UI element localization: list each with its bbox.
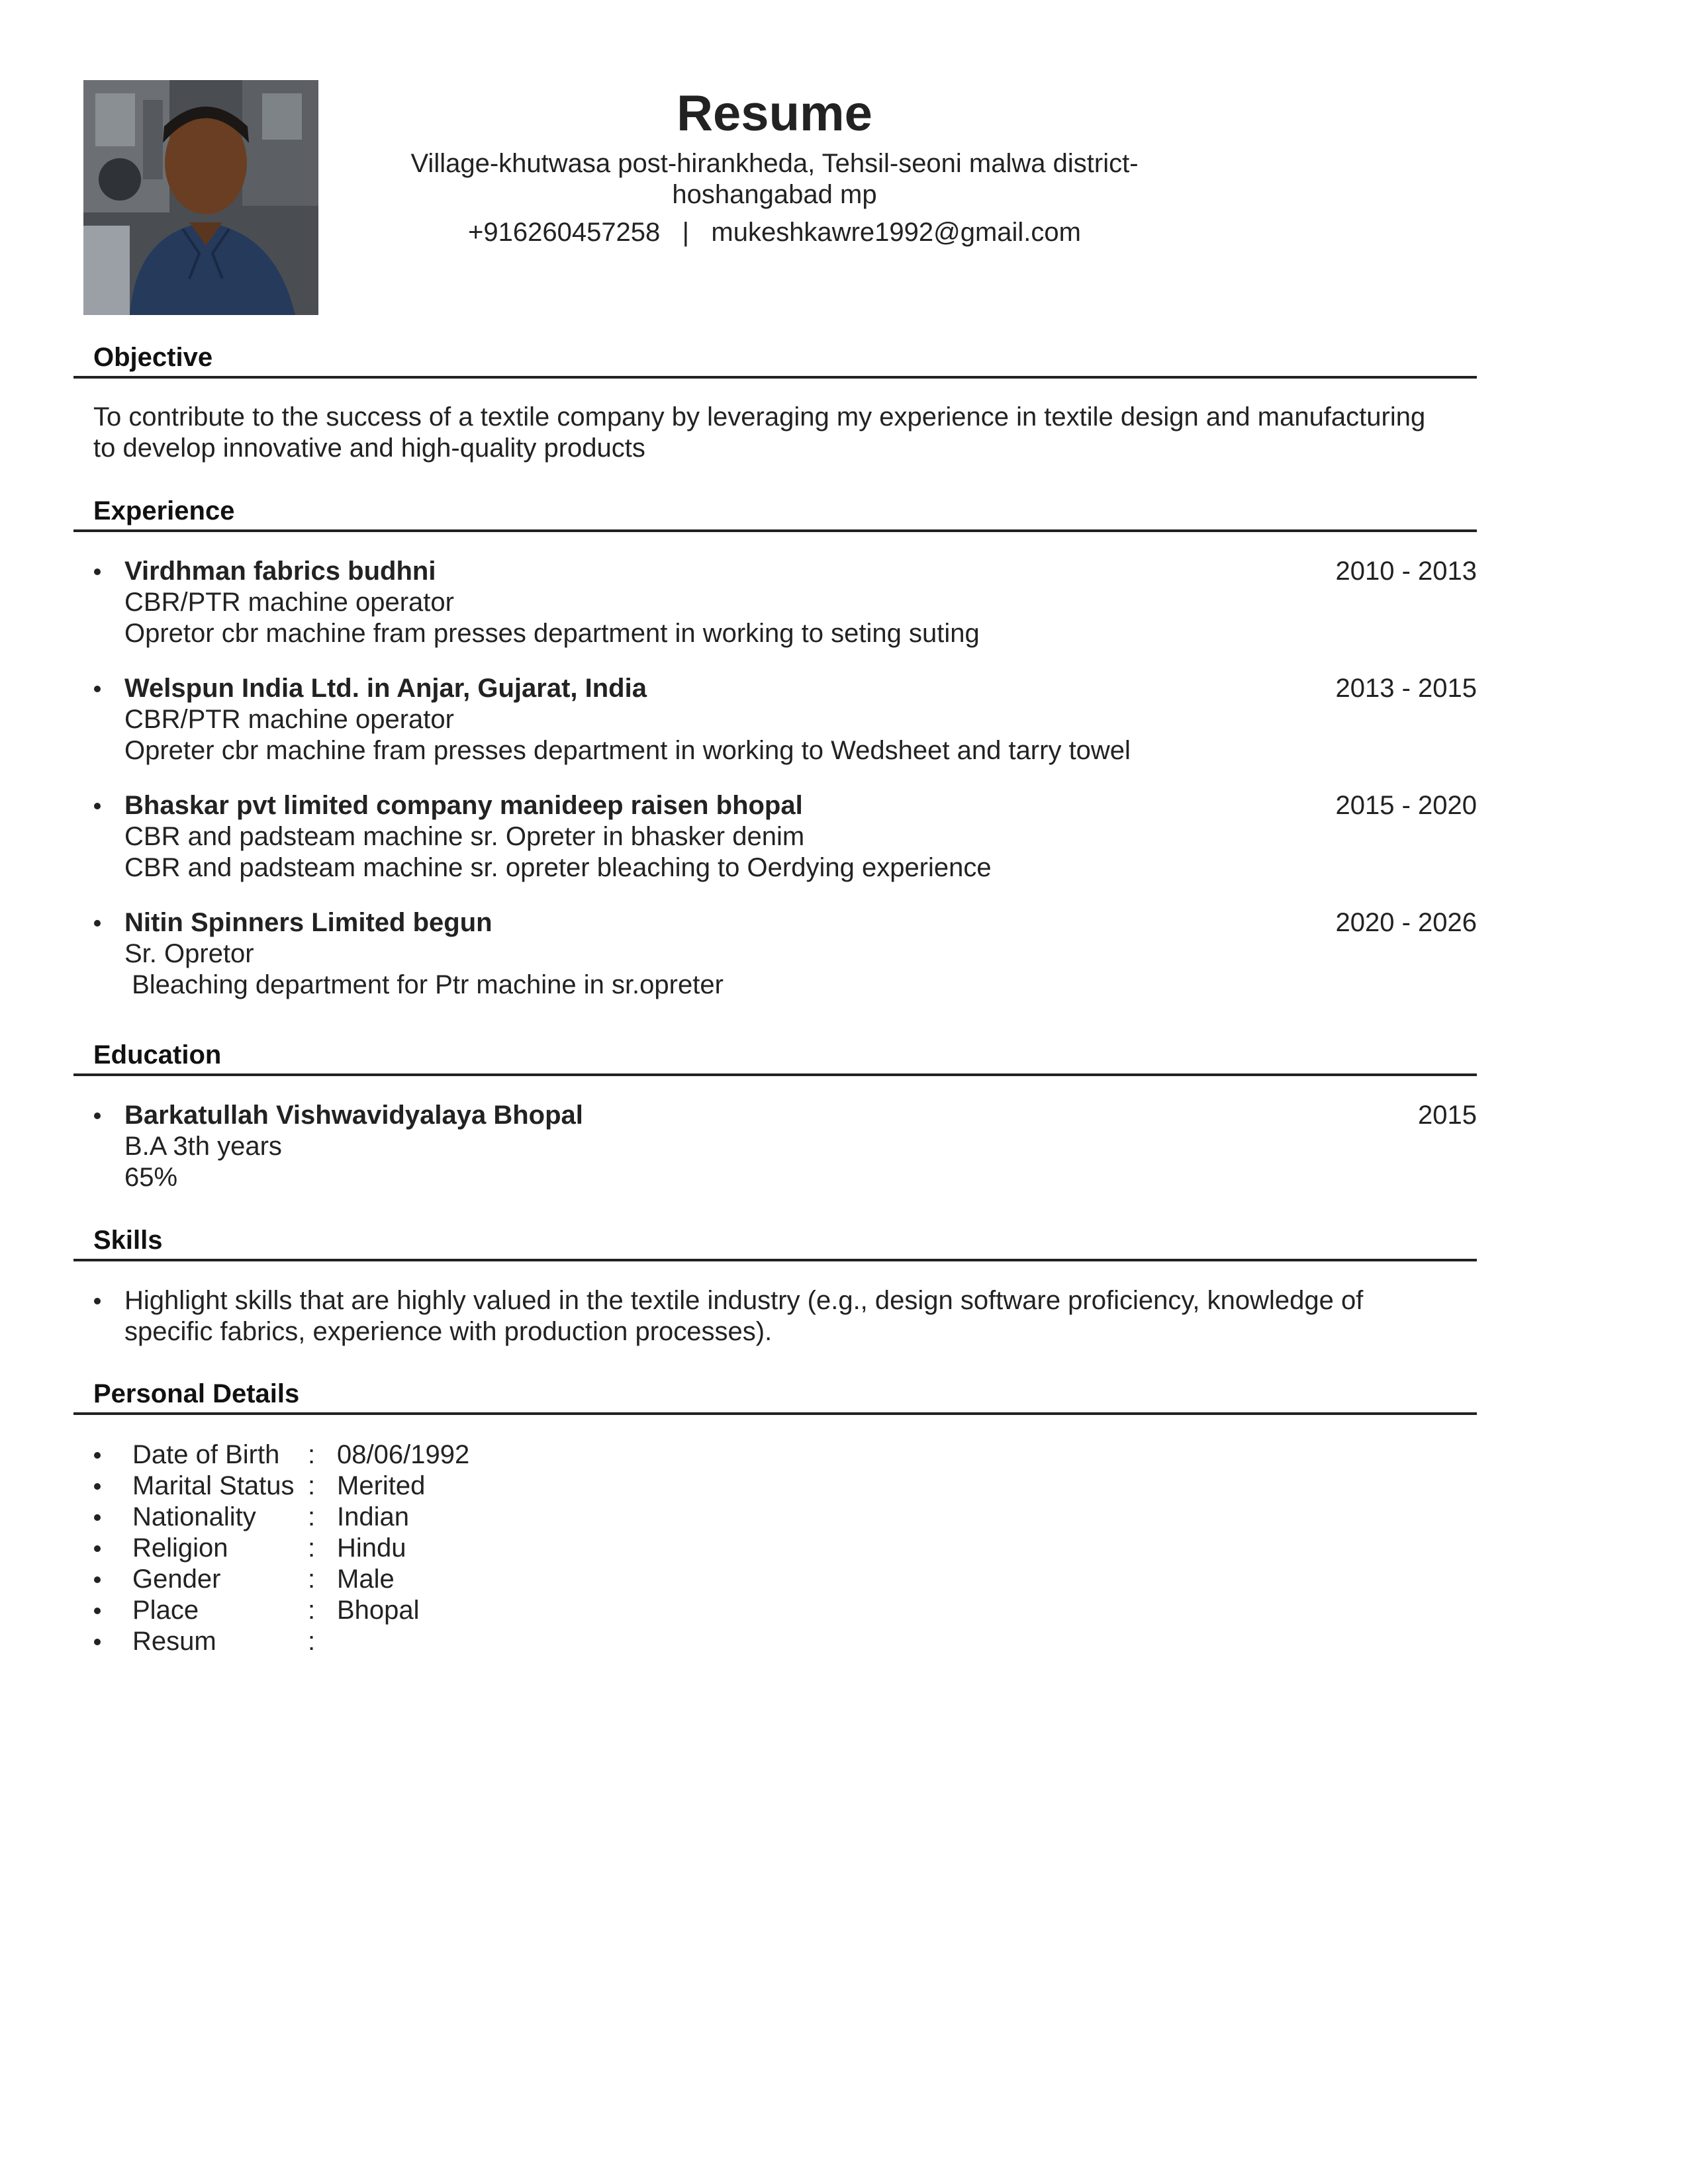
experience-item (73, 790, 1477, 884)
detail-colon: : (308, 1627, 316, 1656)
personal-details-list (73, 1439, 1477, 1657)
experience-heading: Experience (73, 494, 1477, 532)
skills-heading: Skills (73, 1223, 1477, 1261)
detail-value: Merited (337, 1471, 426, 1500)
objective-text: To contribute to the success of a textile company by leveraging my experience in textile design and manufacturing to develop innovative and high-quality products (93, 402, 1426, 463)
detail-value: Bhopal (337, 1596, 420, 1625)
email-address: mukeshkawre1992@gmail.com (711, 218, 1081, 247)
education-section (73, 1038, 1477, 1217)
detail-label: Marital Status (132, 1471, 295, 1500)
profile-photo-image (83, 80, 318, 315)
detail-row-gender (73, 1564, 1477, 1595)
education-heading: Education (73, 1038, 1477, 1076)
detail-value: Hindu (337, 1533, 406, 1563)
experience-description: CBR and padsteam machine sr. opreter bleaching to Oerdying experience (124, 853, 992, 882)
experience-item (73, 907, 1477, 1001)
education-institution: Barkatullah Vishwavidyalaya Bhopal (124, 1101, 583, 1130)
detail-value: Male (337, 1565, 395, 1594)
experience-role: CBR/PTR machine operator (124, 588, 454, 617)
education-list (73, 1100, 1477, 1193)
detail-colon: : (308, 1440, 316, 1469)
detail-label: Date of Birth (132, 1440, 280, 1469)
experience-description: Opreter cbr machine fram presses department in working to Wedsheet and tarry towel (124, 736, 1131, 765)
detail-row-resum (73, 1626, 1477, 1657)
personal-details-heading: Personal Details (73, 1377, 1477, 1415)
education-degree: B.A 3th years (124, 1132, 282, 1161)
detail-label: Gender (132, 1565, 221, 1594)
detail-value: Indian (337, 1502, 409, 1531)
profile-photo (83, 80, 318, 315)
skills-section (73, 1223, 1477, 1371)
detail-row-religion (73, 1533, 1477, 1564)
experience-item (73, 673, 1477, 766)
detail-label: Resum (132, 1627, 216, 1656)
experience-description: Bleaching department for Ptr machine in sr.opreter (124, 970, 724, 999)
experience-role: CBR/PTR machine operator (124, 705, 454, 734)
objective-section (73, 340, 1477, 464)
personal-details-section (73, 1377, 1477, 1657)
detail-label: Nationality (132, 1502, 256, 1531)
education-score: 65% (124, 1163, 178, 1192)
experience-company: Welspun India Ltd. in Anjar, Gujarat, India (124, 674, 647, 703)
contact-separator: | (682, 218, 690, 247)
contact-line (357, 213, 1192, 251)
detail-row-dob (73, 1439, 1477, 1471)
experience-section (73, 494, 1477, 1024)
detail-row-marital-status (73, 1471, 1477, 1502)
experience-dates: 2020 - 2026 (1335, 908, 1477, 937)
experience-dates: 2013 - 2015 (1335, 674, 1477, 703)
skills-list (73, 1285, 1477, 1347)
experience-role: Sr. Opretor (124, 939, 254, 968)
page-title: Resume (677, 85, 872, 142)
address-text: Village-khutwasa post-hirankheda, Tehsil-seoni malwa district-hoshangabad mp (410, 149, 1139, 209)
experience-dates: 2015 - 2020 (1335, 791, 1477, 820)
detail-colon: : (308, 1502, 316, 1531)
education-item (73, 1100, 1477, 1193)
detail-value: 08/06/1992 (337, 1440, 470, 1469)
experience-company: Virdhman fabrics budhni (124, 557, 436, 586)
header (357, 82, 1192, 251)
experience-company: Nitin Spinners Limited begun (124, 908, 492, 937)
detail-colon: : (308, 1596, 316, 1625)
skill-item: Highlight skills that are highly valued in the textile industry (e.g., design software proficiency, knowledge of specific fabrics, experience with production processes). (73, 1285, 1477, 1347)
detail-label: Religion (132, 1533, 228, 1563)
detail-colon: : (308, 1471, 316, 1500)
objective-heading: Objective (73, 340, 1477, 379)
phone-number: +916260457258 (467, 218, 661, 247)
detail-colon: : (308, 1565, 316, 1594)
experience-dates: 2010 - 2013 (1335, 557, 1477, 586)
education-year: 2015 (1418, 1101, 1477, 1130)
detail-row-place (73, 1595, 1477, 1626)
experience-role: CBR and padsteam machine sr. Opreter in bhasker denim (124, 822, 805, 851)
detail-colon: : (308, 1533, 316, 1563)
experience-description: Opretor cbr machine fram presses department in working to seting suting (124, 619, 980, 648)
experience-company: Bhaskar pvt limited company manideep raisen bhopal (124, 791, 803, 820)
experience-list (73, 556, 1477, 1001)
detail-label: Place (132, 1596, 199, 1625)
experience-item (73, 556, 1477, 649)
detail-row-nationality (73, 1502, 1477, 1533)
